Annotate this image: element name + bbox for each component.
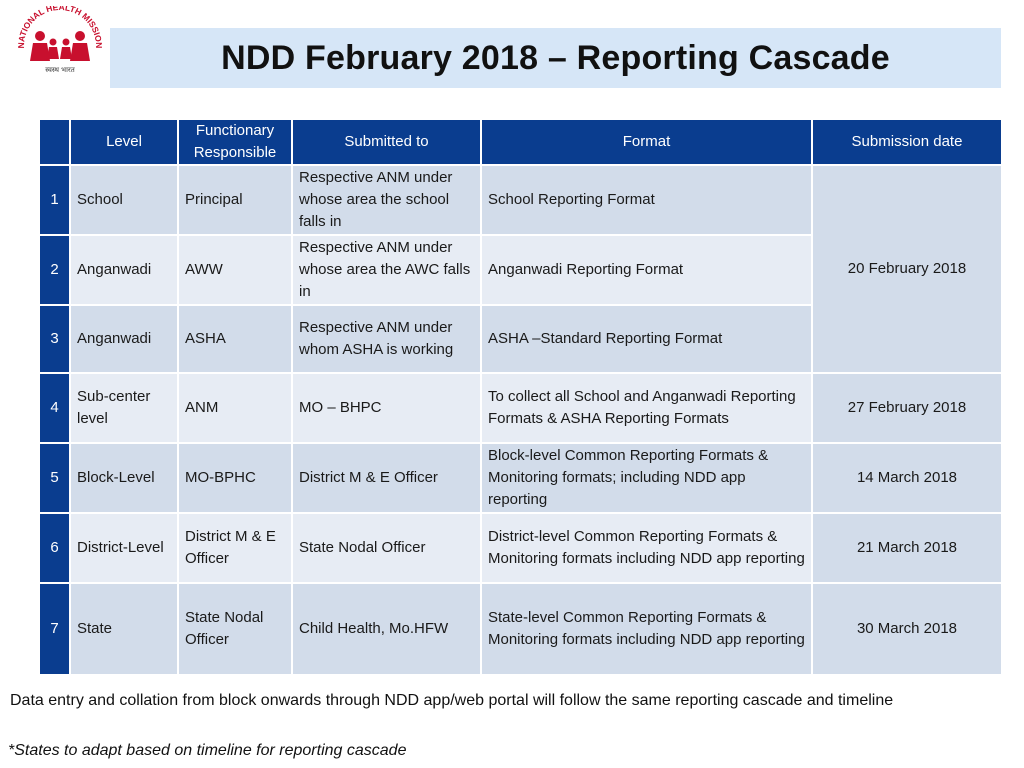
cell-format: Block-level Common Reporting Formats & Monitoring formats; including NDD app reporting (481, 443, 812, 513)
cell-submission-date: 27 February 2018 (812, 373, 1002, 443)
cell-submitted-to: Respective ANM under whom ASHA is working (292, 305, 481, 373)
cell-level: Anganwadi (70, 305, 178, 373)
cell-level: Sub-center level (70, 373, 178, 443)
cell-functionary: District M & E Officer (178, 513, 292, 583)
reporting-cascade-table (38, 118, 1003, 676)
footer-note: Data entry and collation from block onwards through NDD app/web portal will follow the same reporting cascade and timeline (10, 692, 894, 709)
cell-format: Anganwadi Reporting Format (481, 235, 812, 305)
cell-level: Anganwadi (70, 235, 178, 305)
row-number: 1 (39, 165, 70, 235)
cell-functionary: ANM (178, 373, 292, 443)
table-row (39, 373, 1002, 443)
logo-ring-text: NATIONAL HEALTH MISSION (15, 6, 105, 49)
logo-motto: स्वस्थ भारत (45, 66, 75, 74)
row-number: 2 (39, 235, 70, 305)
col-header-submission-date: Submission date (812, 119, 1002, 165)
cell-submitted-to: State Nodal Officer (292, 513, 481, 583)
cell-format: To collect all School and Anganwadi Reporting Formats & ASHA Reporting Formats (481, 373, 812, 443)
table-row (39, 443, 1002, 513)
cell-submitted-to: MO – BHPC (292, 373, 481, 443)
row-number: 7 (39, 583, 70, 675)
row-number: 6 (39, 513, 70, 583)
cell-submission-date: 14 March 2018 (812, 443, 1002, 513)
col-header-num (39, 119, 70, 165)
table-header-row (39, 119, 1002, 165)
nhm-logo-graphic (14, 6, 106, 76)
row-number: 5 (39, 443, 70, 513)
table-row (39, 513, 1002, 583)
cell-submitted-to: District M & E Officer (292, 443, 481, 513)
cell-format: State-level Common Reporting Formats & Monitoring formats including NDD app reporting (481, 583, 812, 675)
cell-functionary: ASHA (178, 305, 292, 373)
cell-level: School (70, 165, 178, 235)
page-title: NDD February 2018 – Reporting Cascade (221, 38, 890, 77)
cell-level: District-Level (70, 513, 178, 583)
cell-submission-date: 21 March 2018 (812, 513, 1002, 583)
cell-submission-date: 30 March 2018 (812, 583, 1002, 675)
col-header-submitted-to: Submitted to (292, 119, 481, 165)
cell-level: State (70, 583, 178, 675)
cell-submitted-to: Child Health, Mo.HFW (292, 583, 481, 675)
row-number: 3 (39, 305, 70, 373)
col-header-format: Format (481, 119, 812, 165)
nhm-logo (14, 6, 106, 76)
table-row (39, 583, 1002, 675)
family-icon (30, 31, 90, 61)
cell-format: ASHA –Standard Reporting Format (481, 305, 812, 373)
cell-functionary: Principal (178, 165, 292, 235)
cell-format: District-level Common Reporting Formats & Monitoring formats including NDD app reporting (481, 513, 812, 583)
cell-functionary: AWW (178, 235, 292, 305)
table-row (39, 165, 1002, 235)
cell-functionary: MO-BPHC (178, 443, 292, 513)
cell-level: Block-Level (70, 443, 178, 513)
cell-submission-date-shared: 20 February 2018 (812, 165, 1002, 373)
cell-functionary: State Nodal Officer (178, 583, 292, 675)
cell-submitted-to: Respective ANM under whose area the school falls in (292, 165, 481, 235)
col-header-level: Level (70, 119, 178, 165)
cell-format: School Reporting Format (481, 165, 812, 235)
asterisk-note: *States to adapt based on timeline for reporting cascade (8, 742, 407, 759)
col-header-functionary: Functionary Responsible (178, 119, 292, 165)
row-number: 4 (39, 373, 70, 443)
title-bar (110, 28, 1001, 88)
cell-submitted-to: Respective ANM under whose area the AWC falls in (292, 235, 481, 305)
